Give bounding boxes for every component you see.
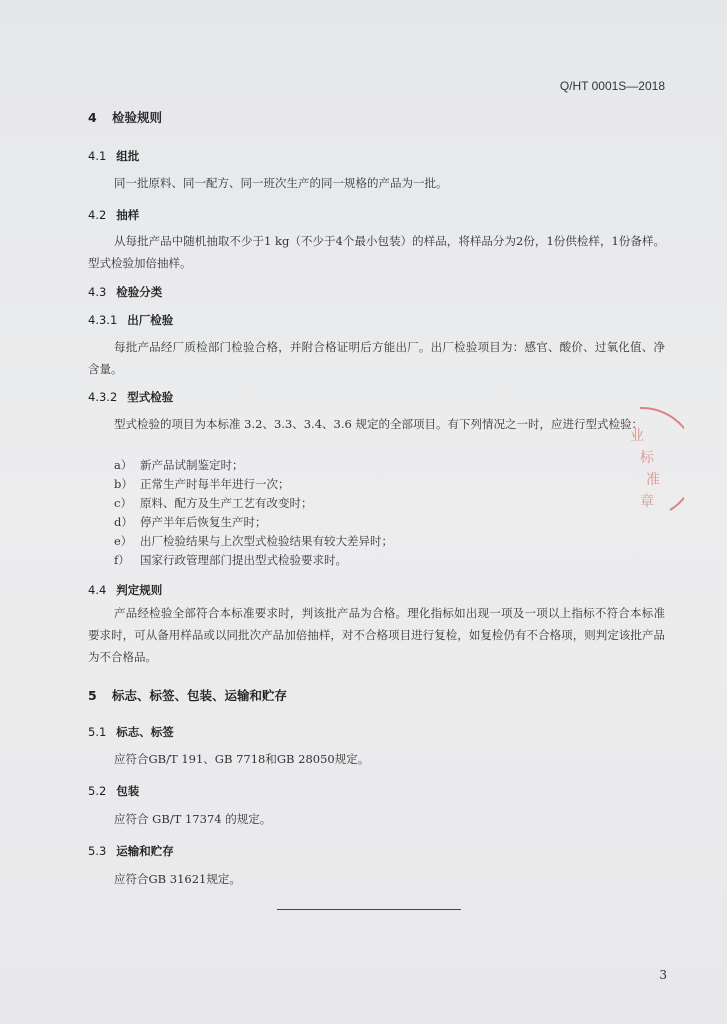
section-5-2-text: 应符合 GB/T 17374 的规定。 — [114, 812, 272, 826]
section-number: 4.3.2 — [88, 390, 118, 404]
section-title: 运输和贮存 — [116, 844, 174, 858]
list-marker: a） — [114, 458, 133, 472]
section-4-3-2-heading — [88, 389, 173, 405]
list-marker: f） — [114, 553, 130, 567]
list-text: 正常生产时每半年进行一次； — [140, 477, 290, 491]
section-4-3-1-heading — [88, 312, 173, 328]
svg-text:准: 准 — [646, 472, 660, 488]
section-title: 标志、标签 — [116, 725, 174, 739]
list-item — [114, 514, 267, 530]
section-5-1-text: 应符合GB/T 191、GB 7718和GB 28050规定。 — [114, 752, 370, 766]
list-item — [114, 533, 393, 549]
list-text: 国家行政管理部门提出型式检验要求时。 — [140, 553, 347, 567]
svg-text:标: 标 — [640, 450, 654, 466]
company-stamp-icon — [600, 400, 684, 520]
section-title: 包装 — [116, 784, 140, 798]
section-number: 4.2 — [88, 208, 107, 222]
section-number: 4.3.1 — [88, 313, 118, 327]
section-title: 组批 — [116, 149, 140, 163]
list-marker: e） — [114, 534, 133, 548]
page-number: 3 — [659, 968, 667, 982]
section-5-1-heading — [88, 724, 174, 740]
section-title: 抽样 — [116, 208, 140, 222]
list-marker: d） — [114, 515, 133, 529]
list-marker: b） — [114, 477, 133, 491]
section-4-2-heading — [88, 207, 139, 223]
section-title: 标志、标签、包装、运输和贮存 — [112, 688, 288, 703]
standard-code: Q/HT 0001S—2018 — [559, 79, 665, 93]
section-title: 出厂检验 — [127, 313, 174, 327]
section-4-3-1-text: 每批产品经厂质检部门检验合格，并附合格证明后方能出厂。出厂检验项目为：感官、酸价、过氧化值、净含量。 — [88, 340, 665, 376]
section-5-2-heading — [88, 783, 139, 799]
section-4-3-heading — [88, 284, 162, 300]
section-4-3-2-text: 型式检验的项目为本标准 3.2、3.3、3.4、3.6 规定的全部项目。有下列情况之一时，应进行型式检验： — [114, 417, 643, 431]
list-item — [114, 457, 244, 473]
section-number: 4.1 — [88, 149, 107, 163]
list-item — [114, 552, 347, 568]
section-title: 判定规则 — [116, 583, 163, 597]
section-number: 4.3 — [88, 285, 107, 299]
list-item — [114, 476, 290, 492]
list-item — [114, 495, 313, 511]
section-4-4-heading — [88, 582, 162, 598]
list-text: 新产品试制鉴定时； — [140, 458, 244, 472]
svg-text:章: 章 — [640, 494, 654, 510]
section-4-2-text: 从每批产品中随机抽取不少于1 kg（不少于4个最小包装）的样品，将样品分为2份，1份供检样，1份备样。型式检验加倍抽样。 — [88, 234, 665, 270]
section-number: 5 — [88, 688, 97, 703]
list-text: 原料、配方及生产工艺有改变时； — [140, 496, 313, 510]
section-number: 4.4 — [88, 583, 107, 597]
section-number: 5.2 — [88, 784, 107, 798]
section-5-3-heading — [88, 843, 174, 859]
section-4-1-heading — [88, 148, 139, 164]
section-title: 检验规则 — [112, 110, 163, 125]
section-number: 4 — [88, 110, 97, 125]
section-number: 5.3 — [88, 844, 107, 858]
section-4-1-text: 同一批原料、同一配方、同一班次生产的同一规格的产品为一批。 — [114, 176, 448, 190]
section-5-heading — [88, 686, 287, 704]
section-5-3-text: 应符合GB 31621规定。 — [114, 872, 241, 886]
list-marker: c） — [114, 496, 132, 510]
end-divider — [277, 909, 461, 910]
svg-text:业: 业 — [630, 428, 644, 444]
list-text: 出厂检验结果与上次型式检验结果有较大差异时； — [140, 534, 393, 548]
section-4-heading — [88, 108, 162, 126]
section-title: 检验分类 — [116, 285, 163, 299]
section-title: 型式检验 — [127, 390, 174, 404]
section-number: 5.1 — [88, 725, 107, 739]
section-4-4-text: 产品经检验全部符合本标准要求时，判该批产品为合格。理化指标如出现一项及一项以上指标不符合本标准要求时，可从备用样品或以同批次产品加倍抽样，对不合格项目进行复检，如复检仍有不合格项，则判定该批产品为不合格品。 — [88, 606, 665, 664]
list-text: 停产半年后恢复生产时； — [140, 515, 267, 529]
